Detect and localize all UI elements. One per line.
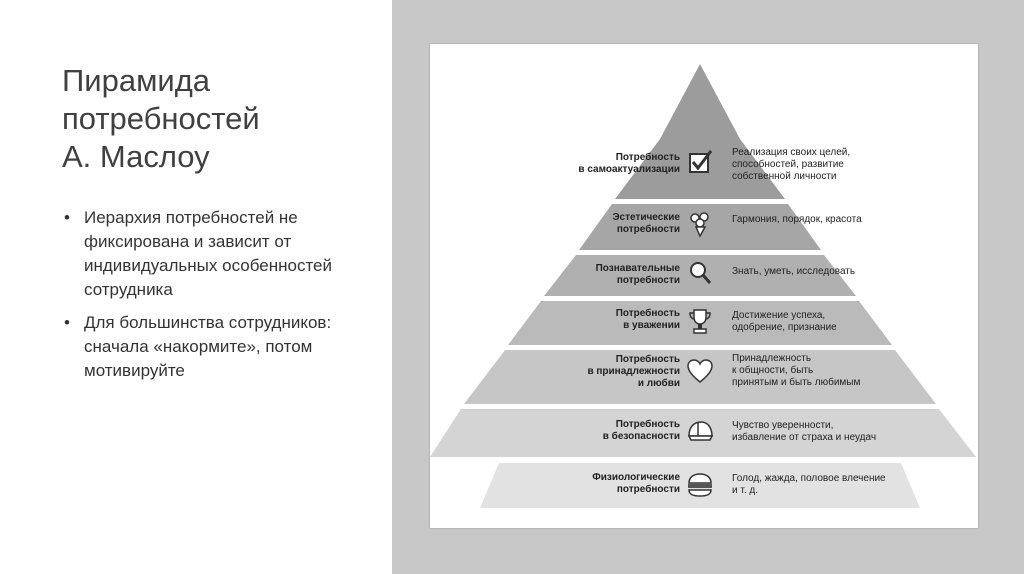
pyramid-level-label: Познавательные потребности bbox=[595, 263, 680, 286]
slide-title-line: А. Маслоу bbox=[62, 139, 210, 174]
bullet-item bbox=[62, 311, 362, 383]
pyramid-level-description: Принадлежность к общности, быть принятым и быть любимым bbox=[732, 353, 861, 388]
magnifying-glass-icon bbox=[686, 259, 714, 287]
slide-title-line: потребностей bbox=[62, 101, 260, 136]
pyramid-level-label: Потребность в безопасности bbox=[602, 419, 680, 442]
trophy-cup-icon bbox=[686, 307, 714, 335]
maslow-pyramid-figure bbox=[430, 44, 978, 528]
helmet-icon bbox=[686, 418, 714, 446]
burger-icon bbox=[686, 471, 714, 499]
pyramid-level-label: Физиологические потребности bbox=[592, 472, 680, 495]
pyramid-level-description: Чувство уверенности, избавление от страха и неудач bbox=[732, 420, 877, 443]
bullet-list bbox=[62, 206, 362, 392]
pyramid-level-description: Реализация своих целей, способностей, развитие собственной личности bbox=[732, 147, 851, 182]
pyramid-level-label: Потребность в принадлежности и любви bbox=[587, 354, 680, 389]
pyramid-level-description: Голод, жажда, половое влечение и т. д. bbox=[732, 473, 886, 496]
checkbox-checkmark-icon bbox=[686, 148, 714, 176]
pyramid-level-label: Потребность в уважении bbox=[615, 308, 680, 331]
bullet-text: Для большинства сотрудников: сначала «накормите», потом мотивируйте bbox=[84, 313, 332, 380]
bullet-dot-icon: • bbox=[64, 313, 70, 332]
pyramid-level-band bbox=[660, 64, 740, 139]
pyramid-level-description: Гармония, порядок, красота bbox=[732, 214, 862, 225]
flower-bouquet-icon bbox=[686, 210, 714, 238]
slide-title-line: Пирамида bbox=[62, 63, 211, 98]
pyramid-level-description: Знать, уметь, исследовать bbox=[732, 266, 856, 277]
pyramid-level-label: Эстетические потребности bbox=[612, 212, 680, 235]
pyramid-level-label: Потребность в самоактуализации bbox=[578, 152, 680, 175]
heart-icon bbox=[686, 357, 714, 385]
bullet-dot-icon: • bbox=[64, 208, 70, 227]
slide-title bbox=[62, 62, 362, 176]
bullet-text: Иерархия потребностей не фиксирована и зависит от индивидуальных особенностей сотрудника bbox=[84, 208, 332, 299]
pyramid-level-description: Достижение успеха, одобрение, признание bbox=[732, 310, 837, 333]
bullet-item bbox=[62, 206, 362, 302]
